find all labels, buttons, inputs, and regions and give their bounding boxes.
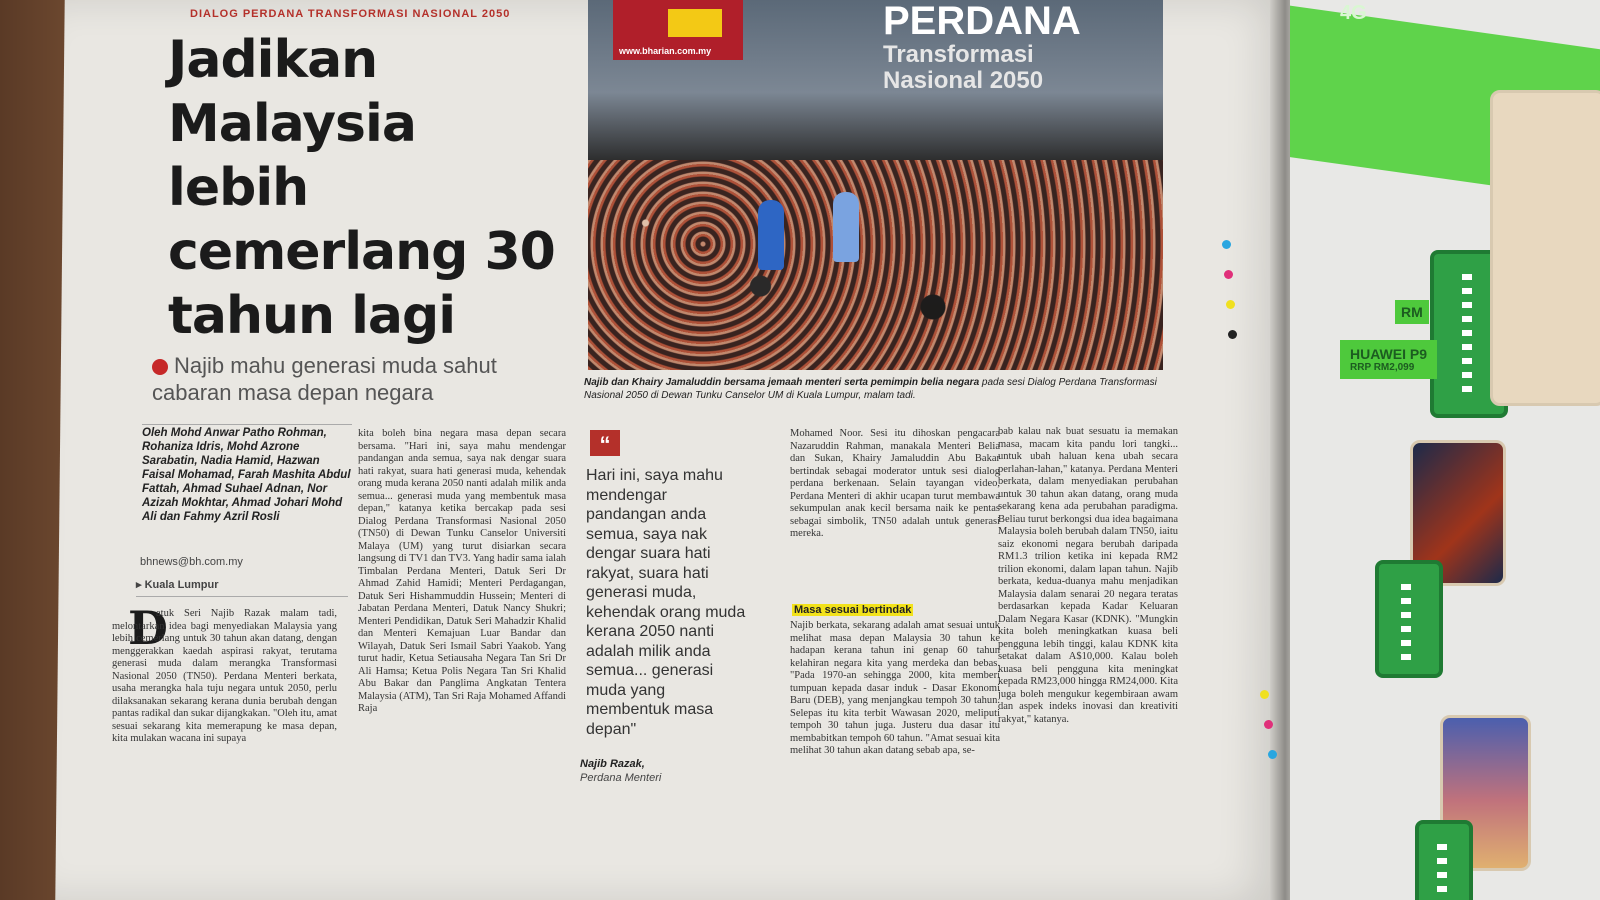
caption-bold: Najib dan Khairy Jamaluddin bersama jemaah menteri serta pemimpin belia negara — [584, 377, 980, 388]
quote-attribution-name: Najib Razak, — [580, 758, 645, 770]
dateline: ▸ Kuala Lumpur — [136, 579, 219, 591]
banner-line-1: PERDANA — [883, 0, 1081, 43]
banner-line-2: Transformasi — [883, 41, 1034, 68]
photo-caption — [584, 376, 1169, 402]
video-icon — [665, 6, 725, 40]
subheadline-text: Najib mahu generasi muda sahut cabaran masa depan negara — [152, 353, 497, 405]
photo-banner — [883, 0, 1081, 94]
ad-number-one-graphic — [1415, 820, 1473, 900]
body-column-4: bab kalau nak buat sesuatu ia memakan masa, macam kita pandu lori tangki... untuk ubah haluan kena ubah secara perlahan-lahan," katanya. Perdana Menteri berkata, dalam menyediakan perubahan untuk 30 tahun akan datang, orang muda sekarang kena ada perubahan paradigma. Beliau turut berkongsi dua idea bagaimana Malaysia boleh berubah dalam TN50, iaitu saiz ekonomi negara berubah daripada RM1.3 trilion ketika ini kepada RM2 trilion ekonomi, dalam lapan tahun. Najib berkata, kedua-duanya mahu menjadikan Malaysia dalam senarai 20 negara teratas berdasarkan kepada Kadar Keluaran Dalam Negara Kasar (KDNK). "Mungkin kita boleh meningkatkan kuasa beli pengguna lebih tinggi, kalau KDNK kita setakat dalam A$10,000. Kalau boleh kuasa beli pengguna kita meningkat kepada RM23,000 hingga RM24,000. Kita juga boleh mengukur kegembiraan awam dan aspek indeks inovasi dan kreativiti rakyat," katanya. — [998, 426, 1178, 725]
registration-mark — [1260, 690, 1269, 699]
dateline-text: Kuala Lumpur — [144, 579, 219, 591]
ad-number-one-graphic — [1375, 560, 1443, 678]
dropcap: D — [128, 601, 168, 655]
registration-mark — [1222, 240, 1231, 249]
adjacent-ad-page — [1290, 0, 1600, 900]
section-subhead: Masa sesuai bertindak — [794, 604, 912, 616]
body-column-3b: Najib berkata, sekarang adalah amat sesuai untuk melihat masa depan Malaysia 30 tahun ke hadapan kerana tahun ini genap 60 tahun kelahiran negara kita yang merdeka dan bebas. "Pada 1970-an sehingga 2000, kita memberi tumpuan kepada dasar induk - Dasar Ekonomi Baru (DEB), yang menjangkau tempoh 30 tahun. Selepas itu kita terbit Wawasan 2020, meliputi tempoh 30 tahun juga. Justeru dua dasar itu membabitkan tempoh 60 tahun. "Amat sesuai kita melihat 30 tahun akan datang sebab apa, se- — [790, 620, 1000, 756]
ad-price-tag — [1340, 340, 1437, 379]
phone-image — [1490, 90, 1600, 406]
body-column-1: atuk Seri Najib Razak malam tadi, melontarkan idea bagi menyediakan Malaysia yang lebih cemerlang untuk 30 tahun akan datang, dengan menggerakkan kaedah aspirasi rakyat, terutama generasi muda dalam merangka Transformasi Nasional 2050 (TN50). Perdana Menteri berkata, usaha merangka hala tuju negara untuk 2050, perlu dilaksanakan sekarang kerana dunia berubah dengan pantas radikal dan sukar dijangkakan. "Oleh itu, amat sesuai sekarang kita memerapung ke masa depan, kita mulakan wacana ini supaya — [112, 608, 337, 744]
ad-price-tag-model: HUAWEI P9 — [1350, 346, 1428, 362]
registration-mark — [1264, 720, 1273, 729]
body-column-2: kita boleh bina negara masa depan secara bersama. "Hari ini, saya mahu mendengar pandangan anda semua, saya nak dengar suara hati rakyat, suara hati generasi muda, kehendak orang muda kerana 2050 nanti adalah milik anda semua... generasi muda yang membentuk masa depan," katanya ketika bercakap pada sesi Dialog Perdana Transformasi Nasional 2050 (TN50) di Dewan Tunku Canselor Universiti Malaya (UM) yang turut disiarkan secara langsung di TV1 dan TV3. Yang hadir sama ialah Timbalan Perdana Menteri, Datuk Seri Dr Ahmad Zahid Hamidi; Menteri Perdagangan, Datuk Seri Hishammuddin Hussein; Menteri di Jabatan Perdana Menteri, Datuk Nancy Shukri; Menteri Pendidikan, Datuk Seri Mahadzir Khalid dan Menteri Kemajuan Luar Bandar dan Wilayah, Datuk Seri Ismail Sabri Yaakob. Yang turut hadir, Ketua Setiausaha Negara Tan Sri Dr Ali Hamsa; Ketua Polis Negara Tan Sri Khalid Abu Bakar dan Panglima Angkatan Tentera Malaysia (ATM), Tan Sri Raja Mohamed Affandi Raja — [358, 428, 566, 714]
stage-person — [833, 192, 859, 262]
divider — [136, 596, 348, 597]
section-kicker: DIALOG PERDANA TRANSFORMASI NASIONAL 2050 — [190, 8, 511, 20]
ad-rm-badge: RM — [1395, 300, 1429, 324]
quote-attribution-role: Perdana Menteri — [580, 772, 662, 784]
web-badge — [613, 0, 743, 60]
registration-mark — [1226, 300, 1235, 309]
audience-crowd — [588, 160, 1163, 370]
badge-url: www.bharian.com.my — [619, 46, 712, 56]
bullet-icon — [152, 359, 168, 375]
ad-price-tag-price: RRP RM2,099 — [1350, 362, 1415, 373]
byline: Oleh Mohd Anwar Patho Rohman, Rohaniza Idris, Mohd Azrone Sarabatin, Nadia Hamid, Hazwan Faisal Mohamad, Farah Mashita Abdul Fattah, Ahmad Suhael Adnan, Nor Azizah Mokhtar, Ahmad Johari Mohd Ali dan Fahmy Azril Rosli — [142, 427, 351, 523]
registration-mark — [1268, 750, 1277, 759]
divider — [142, 424, 352, 425]
quote-icon: “ — [590, 430, 620, 456]
headline: Jadikan Malaysia lebih cemerlang 30 tahun lagi — [168, 30, 555, 346]
body-column-3a: Mohamed Noor. Sesi itu dihoskan pengacara Nazaruddin Rahman, manakala Menteri Belia dan Sukan, Khairy Jamaluddin Abu Bakar bertindak sebagai moderator untuk sesi dialog perdana berkenaan. Selain tayangan video, Perdana Menteri di akhir ucapan turut membawa sekumpulan anak kecil bersama naik ke pentas sebagai simbolik, TN50 adalah untuk generasi mereka. — [790, 428, 1000, 539]
pull-quote: Hari ini, saya mahu mendengar pandangan anda semua, saya nak dengar suara hati rakyat, suara hati generasi muda, kehendak orang muda kerana 2050 nanti adalah milik anda semua... generasi muda yang membentuk masa depan" — [586, 467, 746, 738]
stage-person — [758, 200, 784, 270]
subheadline — [152, 352, 572, 406]
caption-rest: pada sesi Dialog Perdana Transformasi Nasional 2050 di Dewan Tunku Canselor UM di Kuala Lumpur, malam tadi. — [584, 377, 1157, 401]
event-photo — [588, 0, 1163, 370]
byline-email: bhnews@bh.com.my — [140, 556, 243, 568]
ad-network-label: 4G — [1340, 2, 1367, 24]
registration-mark — [1224, 270, 1233, 279]
banner-line-3: Nasional 2050 — [883, 67, 1044, 94]
registration-mark — [1228, 330, 1237, 339]
